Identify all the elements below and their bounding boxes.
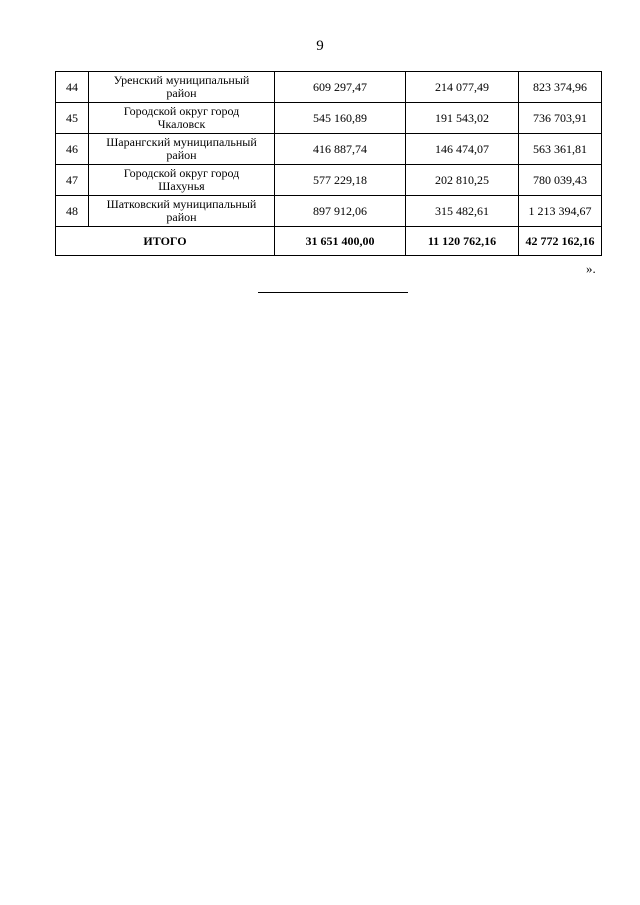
value-3-cell: 563 361,81 [519, 134, 602, 165]
value-1-cell: 545 160,89 [275, 103, 406, 134]
row-number: 46 [56, 134, 89, 165]
name-line-1: Шатковский муниципальный [106, 197, 257, 211]
name-line-2: Шахунья [158, 179, 205, 193]
page-number: 9 [316, 38, 324, 54]
separator-line [258, 292, 408, 293]
name-line-1: Уренский муниципальный [113, 73, 250, 87]
row-number: 48 [56, 196, 89, 227]
table-row [56, 196, 602, 227]
total-row [56, 227, 602, 256]
total-label: ИТОГО [56, 227, 275, 256]
municipality-name [89, 165, 275, 196]
row-number: 45 [56, 103, 89, 134]
value-1-cell: 609 297,47 [275, 72, 406, 103]
value-2-cell: 191 543,02 [406, 103, 519, 134]
value-1-cell: 416 887,74 [275, 134, 406, 165]
name-line-1: Городской округ город [123, 104, 240, 118]
distribution-table [55, 71, 602, 256]
value-2-cell: 214 077,49 [406, 72, 519, 103]
total-value-3: 42 772 162,16 [519, 227, 602, 256]
name-line-1: Городской округ город [123, 166, 240, 180]
total-value-1: 31 651 400,00 [275, 227, 406, 256]
municipality-name [89, 103, 275, 134]
value-3-cell: 780 039,43 [519, 165, 602, 196]
row-number: 44 [56, 72, 89, 103]
name-line-2: Чкаловск [157, 117, 206, 131]
value-3-cell: 736 703,91 [519, 103, 602, 134]
value-2-cell: 146 474,07 [406, 134, 519, 165]
value-1-cell: 577 229,18 [275, 165, 406, 196]
row-number: 47 [56, 165, 89, 196]
municipality-name [89, 134, 275, 165]
value-2-cell: 202 810,25 [406, 165, 519, 196]
name-line-2: район [166, 86, 197, 100]
table-row [56, 165, 602, 196]
closing-quote-mark: ». [586, 261, 596, 276]
name-line-2: район [166, 210, 197, 224]
table-row [56, 134, 602, 165]
total-value-2: 11 120 762,16 [406, 227, 519, 256]
value-3-cell: 823 374,96 [519, 72, 602, 103]
value-1-cell: 897 912,06 [275, 196, 406, 227]
table-row [56, 72, 602, 103]
municipality-name [89, 196, 275, 227]
municipality-name [89, 72, 275, 103]
value-2-cell: 315 482,61 [406, 196, 519, 227]
name-line-1: Шарангский муниципальный [106, 135, 257, 149]
name-line-2: район [166, 148, 197, 162]
table-row [56, 103, 602, 134]
value-3-cell: 1 213 394,67 [519, 196, 602, 227]
